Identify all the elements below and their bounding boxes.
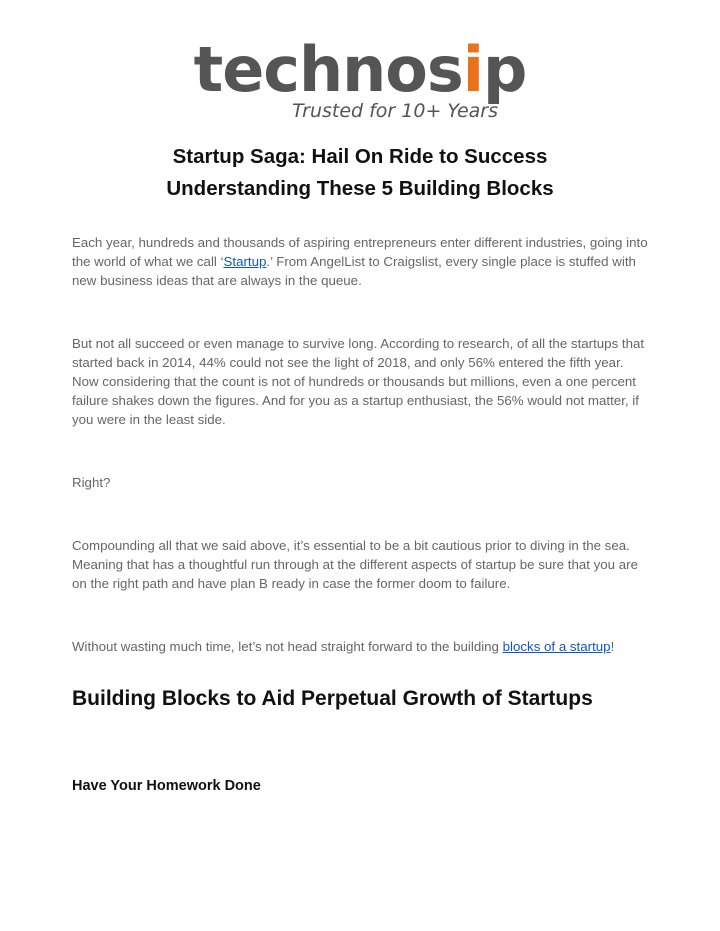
paragraph-research: But not all succeed or even manage to survive long. According to research, of all the startups that started back in 2014, 44% could not see the light of 2018, and only 56% entered the fifth year. Now considering that the count is not of hundreds or thousands but millions, even a one percent failure shakes down the figures. And for you as a startup enthusiast, the 56% would not matter, if you were in the least side. [72, 336, 645, 427]
blocks-of-a-startup-link[interactable]: blocks of a startup [502, 639, 611, 654]
paragraph-transition [72, 637, 652, 656]
paragraph-intro-text-end: .’ From AngelList to Craigslist, every single place is stuffed with new business ideas that are always in the queue. [72, 254, 636, 288]
logo-word-start: technos [193, 33, 463, 106]
logo-word-dot-letter: i [462, 33, 484, 106]
logo-wordmark [193, 33, 527, 106]
startup-link[interactable]: Startup [223, 254, 267, 269]
page-title-line-1: Startup Saga: Hail On Ride to Success [172, 145, 548, 168]
paragraph-intro [72, 233, 652, 290]
paragraph-caution: Compounding all that we said above, it’s essential to be a bit cautious prior to diving in the sea. Meaning that has a thoughtful run through at the different aspects of startup be sure that you are on the right path and have plan B ready in case the former doom to failure. [72, 538, 638, 591]
paragraph-intro-text-start: Each year, hundreds and thousands of aspiring entrepreneurs enter different industries, going into the world of what we call ‘ [72, 235, 648, 269]
paragraph-transition-text-end: ! [610, 639, 615, 654]
page-title [0, 141, 720, 205]
section-heading: Building Blocks to Aid Perpetual Growth of Startups [72, 687, 593, 710]
paragraph-right: Right? [72, 475, 111, 490]
logo-word-end: p [483, 33, 527, 106]
page-title-line-2: Understanding These 5 Building Blocks [166, 177, 554, 200]
technosip-logo [0, 33, 720, 122]
subsection-heading: Have Your Homework Done [72, 778, 261, 794]
logo-tagline: Trusted for 10+ Years [292, 100, 498, 122]
paragraph-transition-text-start: Without wasting much time, let’s not head straight forward to the building [72, 639, 503, 654]
